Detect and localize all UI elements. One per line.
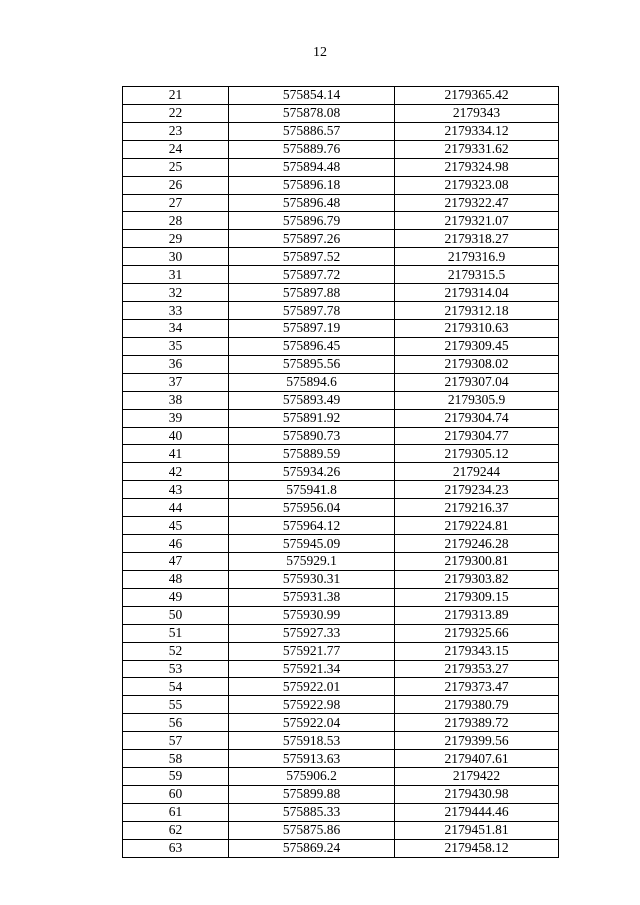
x-coordinate-cell: 575890.73 bbox=[229, 427, 395, 445]
x-coordinate-cell: 575885.33 bbox=[229, 803, 395, 821]
x-coordinate-cell: 575964.12 bbox=[229, 517, 395, 535]
y-coordinate-cell: 2179318.27 bbox=[395, 230, 559, 248]
point-number-cell: 25 bbox=[123, 158, 229, 176]
table-row bbox=[123, 158, 559, 176]
y-coordinate-cell: 2179389.72 bbox=[395, 714, 559, 732]
table-row bbox=[123, 642, 559, 660]
table-row bbox=[123, 194, 559, 212]
x-coordinate-cell: 575929.1 bbox=[229, 552, 395, 570]
table-row bbox=[123, 785, 559, 803]
table-row bbox=[123, 212, 559, 230]
table-row bbox=[123, 463, 559, 481]
y-coordinate-cell: 2179322.47 bbox=[395, 194, 559, 212]
x-coordinate-cell: 575906.2 bbox=[229, 768, 395, 786]
table-row bbox=[123, 696, 559, 714]
y-coordinate-cell: 2179451.81 bbox=[395, 821, 559, 839]
y-coordinate-cell: 2179246.28 bbox=[395, 535, 559, 553]
point-number-cell: 34 bbox=[123, 319, 229, 337]
point-number-cell: 28 bbox=[123, 212, 229, 230]
y-coordinate-cell: 2179308.02 bbox=[395, 355, 559, 373]
x-coordinate-cell: 575878.08 bbox=[229, 104, 395, 122]
point-number-cell: 47 bbox=[123, 552, 229, 570]
y-coordinate-cell: 2179334.12 bbox=[395, 122, 559, 140]
y-coordinate-cell: 2179458.12 bbox=[395, 839, 559, 857]
point-number-cell: 43 bbox=[123, 481, 229, 499]
y-coordinate-cell: 2179444.46 bbox=[395, 803, 559, 821]
y-coordinate-cell: 2179309.45 bbox=[395, 337, 559, 355]
x-coordinate-cell: 575896.48 bbox=[229, 194, 395, 212]
y-coordinate-cell: 2179343.15 bbox=[395, 642, 559, 660]
table-row bbox=[123, 481, 559, 499]
point-number-cell: 48 bbox=[123, 570, 229, 588]
x-coordinate-cell: 575918.53 bbox=[229, 732, 395, 750]
point-number-cell: 37 bbox=[123, 373, 229, 391]
y-coordinate-cell: 2179309.15 bbox=[395, 588, 559, 606]
table-row bbox=[123, 176, 559, 194]
x-coordinate-cell: 575896.45 bbox=[229, 337, 395, 355]
y-coordinate-cell: 2179303.82 bbox=[395, 570, 559, 588]
x-coordinate-cell: 575894.48 bbox=[229, 158, 395, 176]
point-number-cell: 31 bbox=[123, 266, 229, 284]
table-row bbox=[123, 552, 559, 570]
y-coordinate-cell: 2179353.27 bbox=[395, 660, 559, 678]
y-coordinate-cell: 2179321.07 bbox=[395, 212, 559, 230]
x-coordinate-cell: 575897.19 bbox=[229, 319, 395, 337]
point-number-cell: 59 bbox=[123, 768, 229, 786]
y-coordinate-cell: 2179310.63 bbox=[395, 319, 559, 337]
table-row bbox=[123, 284, 559, 302]
point-number-cell: 46 bbox=[123, 535, 229, 553]
point-number-cell: 55 bbox=[123, 696, 229, 714]
y-coordinate-cell: 2179315.5 bbox=[395, 266, 559, 284]
point-number-cell: 24 bbox=[123, 140, 229, 158]
x-coordinate-cell: 575894.6 bbox=[229, 373, 395, 391]
table-row bbox=[123, 266, 559, 284]
table-row bbox=[123, 445, 559, 463]
table-row bbox=[123, 122, 559, 140]
point-number-cell: 35 bbox=[123, 337, 229, 355]
y-coordinate-cell: 2179304.77 bbox=[395, 427, 559, 445]
x-coordinate-cell: 575945.09 bbox=[229, 535, 395, 553]
table-row bbox=[123, 606, 559, 624]
x-coordinate-cell: 575941.8 bbox=[229, 481, 395, 499]
coordinates-table bbox=[122, 86, 559, 858]
table-row bbox=[123, 535, 559, 553]
table-row bbox=[123, 660, 559, 678]
x-coordinate-cell: 575893.49 bbox=[229, 391, 395, 409]
x-coordinate-cell: 575930.31 bbox=[229, 570, 395, 588]
y-coordinate-cell: 2179216.37 bbox=[395, 499, 559, 517]
table-row bbox=[123, 732, 559, 750]
point-number-cell: 29 bbox=[123, 230, 229, 248]
table-row bbox=[123, 624, 559, 642]
table-row bbox=[123, 409, 559, 427]
y-coordinate-cell: 2179407.61 bbox=[395, 750, 559, 768]
y-coordinate-cell: 2179305.9 bbox=[395, 391, 559, 409]
point-number-cell: 52 bbox=[123, 642, 229, 660]
point-number-cell: 45 bbox=[123, 517, 229, 535]
table-row bbox=[123, 87, 559, 105]
y-coordinate-cell: 2179300.81 bbox=[395, 552, 559, 570]
point-number-cell: 30 bbox=[123, 248, 229, 266]
y-coordinate-cell: 2179312.18 bbox=[395, 302, 559, 320]
x-coordinate-cell: 575922.01 bbox=[229, 678, 395, 696]
point-number-cell: 32 bbox=[123, 284, 229, 302]
x-coordinate-cell: 575875.86 bbox=[229, 821, 395, 839]
point-number-cell: 51 bbox=[123, 624, 229, 642]
table-row bbox=[123, 678, 559, 696]
point-number-cell: 39 bbox=[123, 409, 229, 427]
x-coordinate-cell: 575931.38 bbox=[229, 588, 395, 606]
point-number-cell: 21 bbox=[123, 87, 229, 105]
x-coordinate-cell: 575922.98 bbox=[229, 696, 395, 714]
point-number-cell: 40 bbox=[123, 427, 229, 445]
table-row bbox=[123, 302, 559, 320]
table-row bbox=[123, 570, 559, 588]
x-coordinate-cell: 575896.18 bbox=[229, 176, 395, 194]
point-number-cell: 60 bbox=[123, 785, 229, 803]
x-coordinate-cell: 575897.26 bbox=[229, 230, 395, 248]
x-coordinate-cell: 575922.04 bbox=[229, 714, 395, 732]
y-coordinate-cell: 2179305.12 bbox=[395, 445, 559, 463]
y-coordinate-cell: 2179430.98 bbox=[395, 785, 559, 803]
x-coordinate-cell: 575897.72 bbox=[229, 266, 395, 284]
y-coordinate-cell: 2179380.79 bbox=[395, 696, 559, 714]
y-coordinate-cell: 2179304.74 bbox=[395, 409, 559, 427]
table-row bbox=[123, 391, 559, 409]
y-coordinate-cell: 2179343 bbox=[395, 104, 559, 122]
x-coordinate-cell: 575921.34 bbox=[229, 660, 395, 678]
y-coordinate-cell: 2179323.08 bbox=[395, 176, 559, 194]
point-number-cell: 38 bbox=[123, 391, 229, 409]
table-row bbox=[123, 140, 559, 158]
point-number-cell: 50 bbox=[123, 606, 229, 624]
table-row bbox=[123, 337, 559, 355]
x-coordinate-cell: 575854.14 bbox=[229, 87, 395, 105]
table-row bbox=[123, 230, 559, 248]
x-coordinate-cell: 575921.77 bbox=[229, 642, 395, 660]
table-row bbox=[123, 714, 559, 732]
x-coordinate-cell: 575899.88 bbox=[229, 785, 395, 803]
x-coordinate-cell: 575930.99 bbox=[229, 606, 395, 624]
x-coordinate-cell: 575889.59 bbox=[229, 445, 395, 463]
x-coordinate-cell: 575897.78 bbox=[229, 302, 395, 320]
point-number-cell: 57 bbox=[123, 732, 229, 750]
x-coordinate-cell: 575895.56 bbox=[229, 355, 395, 373]
table-row bbox=[123, 803, 559, 821]
y-coordinate-cell: 2179313.89 bbox=[395, 606, 559, 624]
point-number-cell: 53 bbox=[123, 660, 229, 678]
table-row bbox=[123, 427, 559, 445]
point-number-cell: 27 bbox=[123, 194, 229, 212]
table-row bbox=[123, 104, 559, 122]
x-coordinate-cell: 575896.79 bbox=[229, 212, 395, 230]
coordinates-table-body bbox=[123, 87, 559, 858]
point-number-cell: 62 bbox=[123, 821, 229, 839]
y-coordinate-cell: 2179244 bbox=[395, 463, 559, 481]
x-coordinate-cell: 575913.63 bbox=[229, 750, 395, 768]
page-number: 12 bbox=[313, 45, 327, 60]
table-row bbox=[123, 821, 559, 839]
x-coordinate-cell: 575897.88 bbox=[229, 284, 395, 302]
point-number-cell: 63 bbox=[123, 839, 229, 857]
y-coordinate-cell: 2179234.23 bbox=[395, 481, 559, 499]
y-coordinate-cell: 2179373.47 bbox=[395, 678, 559, 696]
y-coordinate-cell: 2179316.9 bbox=[395, 248, 559, 266]
x-coordinate-cell: 575869.24 bbox=[229, 839, 395, 857]
point-number-cell: 42 bbox=[123, 463, 229, 481]
x-coordinate-cell: 575886.57 bbox=[229, 122, 395, 140]
table-row bbox=[123, 588, 559, 606]
point-number-cell: 26 bbox=[123, 176, 229, 194]
y-coordinate-cell: 2179325.66 bbox=[395, 624, 559, 642]
point-number-cell: 54 bbox=[123, 678, 229, 696]
y-coordinate-cell: 2179422 bbox=[395, 768, 559, 786]
y-coordinate-cell: 2179307.04 bbox=[395, 373, 559, 391]
point-number-cell: 61 bbox=[123, 803, 229, 821]
y-coordinate-cell: 2179224.81 bbox=[395, 517, 559, 535]
x-coordinate-cell: 575956.04 bbox=[229, 499, 395, 517]
table-row bbox=[123, 517, 559, 535]
table-row bbox=[123, 248, 559, 266]
x-coordinate-cell: 575891.92 bbox=[229, 409, 395, 427]
table-row bbox=[123, 355, 559, 373]
x-coordinate-cell: 575934.26 bbox=[229, 463, 395, 481]
point-number-cell: 23 bbox=[123, 122, 229, 140]
x-coordinate-cell: 575927.33 bbox=[229, 624, 395, 642]
point-number-cell: 36 bbox=[123, 355, 229, 373]
x-coordinate-cell: 575889.76 bbox=[229, 140, 395, 158]
point-number-cell: 58 bbox=[123, 750, 229, 768]
table-row bbox=[123, 750, 559, 768]
table-row bbox=[123, 499, 559, 517]
table-row bbox=[123, 373, 559, 391]
y-coordinate-cell: 2179331.62 bbox=[395, 140, 559, 158]
point-number-cell: 22 bbox=[123, 104, 229, 122]
point-number-cell: 56 bbox=[123, 714, 229, 732]
y-coordinate-cell: 2179365.42 bbox=[395, 87, 559, 105]
point-number-cell: 33 bbox=[123, 302, 229, 320]
table-row bbox=[123, 319, 559, 337]
y-coordinate-cell: 2179314.04 bbox=[395, 284, 559, 302]
y-coordinate-cell: 2179399.56 bbox=[395, 732, 559, 750]
table-row bbox=[123, 839, 559, 857]
point-number-cell: 41 bbox=[123, 445, 229, 463]
y-coordinate-cell: 2179324.98 bbox=[395, 158, 559, 176]
table-row bbox=[123, 768, 559, 786]
x-coordinate-cell: 575897.52 bbox=[229, 248, 395, 266]
point-number-cell: 49 bbox=[123, 588, 229, 606]
point-number-cell: 44 bbox=[123, 499, 229, 517]
